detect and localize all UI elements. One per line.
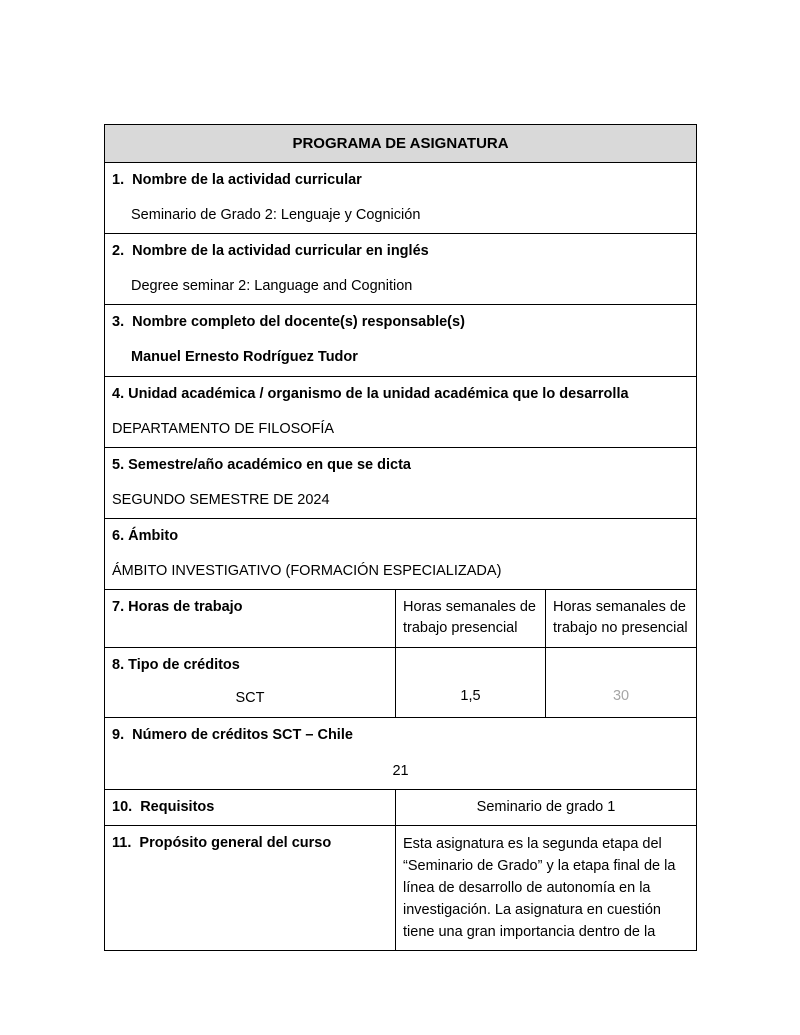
table-row: [105, 718, 697, 790]
row8-credit-type: SCT: [235, 690, 265, 707]
row4-label: 4. Unidad académica / organismo de la unidad académica que lo desarrolla: [112, 386, 629, 403]
row11-label: 11. Propósito general del curso: [112, 835, 332, 852]
table-row: [105, 377, 697, 448]
row7-label: 7. Horas de trabajo: [112, 599, 243, 616]
table-row: [105, 234, 697, 305]
row2-label: 2. Nombre de la actividad curricular en inglés: [112, 243, 429, 260]
table-title: PROGRAMA DE ASIGNATURA: [105, 125, 697, 163]
syllabus-table: [104, 124, 697, 951]
row8-presencial-hours: 1,5: [460, 688, 481, 705]
row9-label: 9. Número de créditos SCT – Chile: [112, 727, 353, 744]
row8-nopresencial-hours: 30: [612, 688, 630, 705]
table-row: [105, 590, 697, 648]
row1-value: Seminario de Grado 2: Lenguaje y Cognición: [131, 207, 421, 224]
table-row: [105, 790, 697, 826]
row10-label: 10. Requisitos: [112, 799, 215, 816]
row3-value: Manuel Ernesto Rodríguez Tudor: [131, 349, 358, 366]
row7-col3-header: Horas semanales de trabajo no presencial: [553, 599, 688, 637]
table-header-row: [105, 125, 697, 163]
row3-label: 3. Nombre completo del docente(s) responsable(s): [112, 314, 465, 331]
row8-label: 8. Tipo de créditos: [112, 657, 240, 674]
table-row: [105, 448, 697, 519]
row4-value: DEPARTAMENTO DE FILOSOFÍA: [112, 421, 335, 438]
table-row: [105, 305, 697, 377]
row7-col2-header: Horas semanales de trabajo presencial: [403, 599, 536, 637]
row1-label: 1. Nombre de la actividad curricular: [112, 172, 362, 188]
table-row: [105, 648, 697, 718]
table-row: [105, 163, 697, 234]
row11-value: Esta asignatura es la segunda etapa del “Seminario de Grado” y la etapa final de la línea de desarrollo de autonomía en la investigación. La asignatura en cuestión tiene una gran importancia dentro de la: [403, 836, 676, 941]
row10-value: Seminario de grado 1: [476, 799, 616, 816]
row2-value: Degree seminar 2: Language and Cognition: [131, 278, 413, 295]
row5-value: SEGUNDO SEMESTRE DE 2024: [112, 492, 330, 509]
table-row: [105, 519, 697, 590]
row9-value: 21: [392, 763, 409, 780]
row6-label: 6. Ámbito: [112, 528, 179, 545]
table-row: [105, 826, 697, 951]
row5-label: 5. Semestre/año académico en que se dicta: [112, 457, 411, 474]
row6-value: ÁMBITO INVESTIGATIVO (FORMACIÓN ESPECIALIZADA): [112, 563, 502, 580]
